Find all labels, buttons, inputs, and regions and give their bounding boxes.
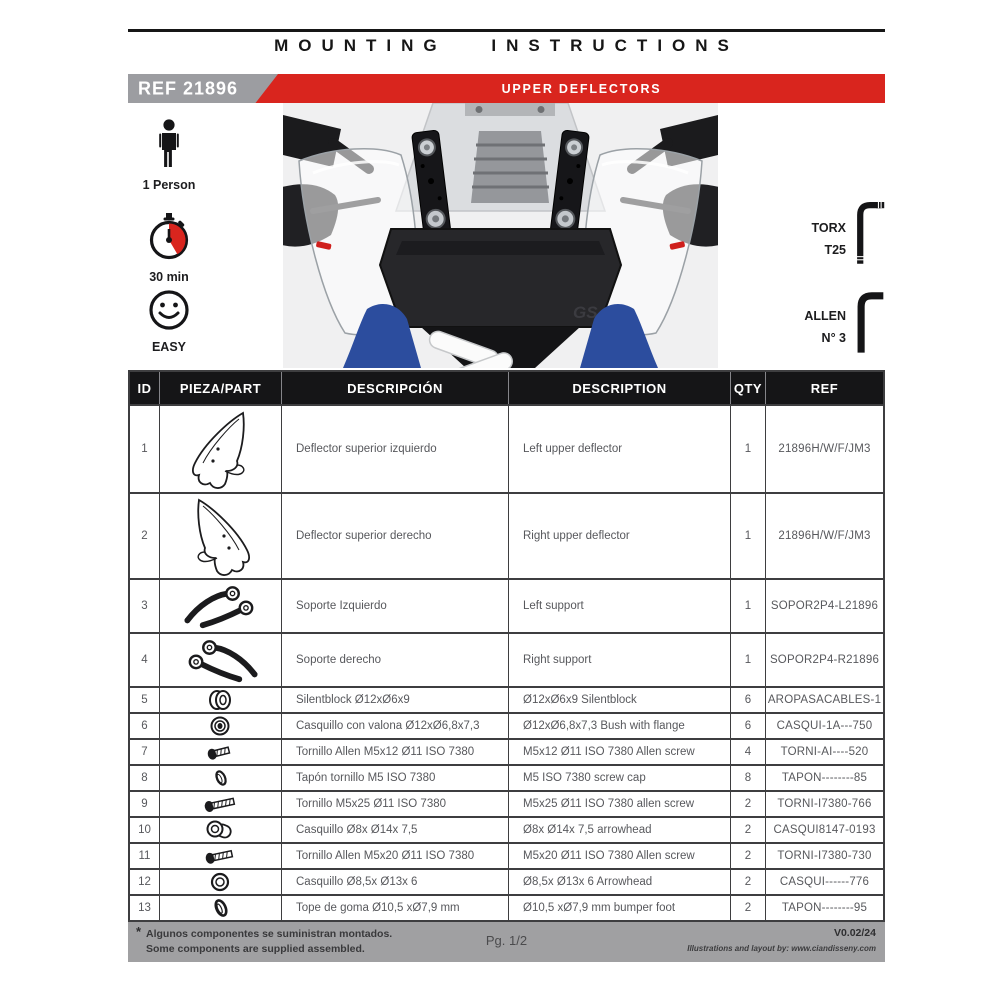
part-description-en: Ø12xØ6x9 Silentblock — [509, 688, 731, 712]
part-description-es: Tornillo Allen M5x20 Ø11 ISO 7380 — [282, 844, 509, 868]
part-id: 2 — [130, 494, 160, 578]
part-ref: CASQUI------776 — [779, 876, 870, 888]
short-screw-icon — [201, 741, 241, 763]
part-id: 6 — [130, 714, 160, 738]
part-description-en: Left support — [509, 580, 731, 632]
part-ref: 21896H/W/F/JM3 — [778, 443, 871, 455]
part-qty: 6 — [731, 714, 766, 738]
tool-torx-name: TORX — [811, 221, 846, 236]
header-qty: QTY — [731, 372, 766, 404]
part-description-en: M5x12 Ø11 ISO 7380 Allen screw — [509, 740, 731, 764]
part-qty: 1 — [731, 406, 766, 492]
part-description-en: Left upper deflector — [509, 406, 731, 492]
part-ref: TAPON--------95 — [781, 902, 868, 914]
part-description-es: Tope de goma Ø10,5 xØ7,9 mm — [282, 896, 509, 920]
parts-table — [128, 370, 885, 922]
tool-allen — [790, 280, 886, 356]
part-id: 3 — [130, 580, 160, 632]
part-id: 9 — [130, 792, 160, 816]
deflector-right-icon — [169, 496, 273, 576]
part-illustration — [160, 634, 282, 686]
part-illustration — [160, 766, 282, 790]
part-description-es: Casquillo Ø8,5x Ø13x 6 — [282, 870, 509, 894]
badge-time-label: 30 min — [149, 270, 189, 284]
part-description-es: Tornillo Allen M5x12 Ø11 ISO 7380 — [282, 740, 509, 764]
footnote-es: Algunos componentes se suministran montados. — [146, 928, 393, 940]
part-description-es: Tapón tornillo M5 ISO 7380 — [282, 766, 509, 790]
table-row — [130, 712, 883, 738]
screw-cap-icon — [201, 767, 241, 789]
part-description-en: Ø10,5 xØ7,9 mm bumper foot — [509, 896, 731, 920]
ring-bush-icon — [201, 871, 241, 893]
table-row — [130, 578, 883, 632]
part-id: 12 — [130, 870, 160, 894]
part-illustration — [160, 870, 282, 894]
parts-table-header — [130, 372, 883, 404]
part-description-es: Soporte Izquierdo — [282, 580, 509, 632]
part-description-es: Silentblock Ø12xØ6x9 — [282, 688, 509, 712]
smiley-icon — [147, 288, 191, 332]
badge-persons — [128, 118, 210, 192]
part-description-es: Deflector superior derecho — [282, 494, 509, 578]
part-id: 4 — [130, 634, 160, 686]
part-id: 10 — [130, 818, 160, 842]
part-qty: 2 — [731, 870, 766, 894]
badge-persons-label: 1 Person — [142, 178, 196, 192]
footnote-en: Some components are supplied assembled. — [146, 943, 365, 956]
part-description-en: Ø8x Ø14x 7,5 arrowhead — [509, 818, 731, 842]
silentblock-icon — [201, 689, 241, 711]
part-description-en: M5 ISO 7380 screw cap — [509, 766, 731, 790]
table-row — [130, 790, 883, 816]
part-id: 1 — [130, 406, 160, 492]
page-number: Pg. 1/2 — [485, 933, 528, 948]
table-row — [130, 404, 883, 492]
part-qty: 1 — [731, 634, 766, 686]
part-qty: 1 — [731, 494, 766, 578]
part-illustration — [160, 792, 282, 816]
part-illustration — [160, 896, 282, 920]
footer-bar — [128, 922, 885, 962]
part-description-es: Soporte derecho — [282, 634, 509, 686]
part-illustration — [160, 818, 282, 842]
long-screw-icon — [201, 793, 241, 815]
part-ref: TORNI-I7380-766 — [777, 798, 872, 810]
deflector-left-icon — [169, 409, 273, 489]
part-description-en: Right upper deflector — [509, 494, 731, 578]
badge-time — [128, 212, 210, 284]
ref-banner — [128, 74, 885, 103]
tool-torx — [790, 192, 886, 268]
part-ref: CASQUI-1A---750 — [776, 720, 873, 732]
table-row — [130, 816, 883, 842]
part-qty: 8 — [731, 766, 766, 790]
part-id: 5 — [130, 688, 160, 712]
table-row — [130, 868, 883, 894]
parts-table-body — [130, 404, 883, 920]
part-illustration — [160, 494, 282, 578]
header-desc-en: DESCRIPTION — [509, 372, 731, 404]
torx-key-icon — [854, 192, 886, 268]
table-row — [130, 632, 883, 686]
part-ref: TORNI-AI----520 — [780, 746, 869, 758]
part-description-en: Right support — [509, 634, 731, 686]
allen-key-icon — [854, 280, 886, 356]
part-ref: AROPASACABLES-1 — [767, 694, 882, 706]
table-row — [130, 686, 883, 712]
header-id: ID — [130, 372, 160, 404]
part-description-es: Deflector superior izquierdo — [282, 406, 509, 492]
part-qty: 1 — [731, 580, 766, 632]
tool-allen-size: N° 3 — [821, 331, 846, 346]
flanged-bush-icon — [201, 715, 241, 737]
table-row — [130, 842, 883, 868]
part-description-es: Tornillo M5x25 Ø11 ISO 7380 — [282, 792, 509, 816]
part-qty: 6 — [731, 688, 766, 712]
credits-label: Illustrations and layout by: www.ciandisseny.com — [687, 944, 876, 953]
product-photo — [283, 103, 718, 368]
table-row — [130, 492, 883, 578]
part-illustration — [160, 844, 282, 868]
header-part: PIEZA/PART — [160, 372, 282, 404]
svg-text:GS: GS — [573, 303, 598, 322]
stopwatch-icon — [146, 212, 192, 262]
part-description-en: Ø12xØ6,8x7,3 Bush with flange — [509, 714, 731, 738]
motorcycle-front-photo — [283, 103, 718, 368]
top-rule — [128, 29, 885, 32]
product-name: UPPER DEFLECTORS — [501, 81, 662, 96]
badge-difficulty-label: EASY — [151, 340, 187, 354]
tool-torx-size: T25 — [824, 243, 846, 258]
part-description-en: M5x25 Ø11 ISO 7380 allen screw — [509, 792, 731, 816]
header-ref: REF — [810, 380, 839, 396]
part-qty: 2 — [731, 896, 766, 920]
part-description-en: M5x20 Ø11 ISO 7380 Allen screw — [509, 844, 731, 868]
table-row — [130, 738, 883, 764]
part-ref: SOPOR2P4-R21896 — [769, 654, 880, 666]
person-icon — [150, 118, 188, 170]
rubber-foot-icon — [201, 897, 241, 919]
version-label: V0.02/24 — [833, 927, 876, 939]
part-description-es: Casquillo con valona Ø12xØ6,8x7,3 — [282, 714, 509, 738]
part-qty: 2 — [731, 844, 766, 868]
badge-difficulty — [128, 288, 210, 354]
part-id: 13 — [130, 896, 160, 920]
part-illustration — [160, 688, 282, 712]
part-description-en: Ø8,5x Ø13x 6 Arrowhead — [509, 870, 731, 894]
part-illustration — [160, 714, 282, 738]
part-ref: TAPON--------85 — [781, 772, 868, 784]
support-left-icon — [177, 582, 265, 630]
footnote-asterisk: * — [136, 924, 142, 939]
tool-allen-name: ALLEN — [804, 309, 846, 324]
part-id: 11 — [130, 844, 160, 868]
part-ref: SOPOR2P4-L21896 — [770, 600, 879, 612]
part-id: 8 — [130, 766, 160, 790]
table-row — [130, 894, 883, 920]
medium-screw-icon — [201, 845, 241, 867]
part-ref: 21896H/W/F/JM3 — [778, 530, 871, 542]
part-qty: 2 — [731, 818, 766, 842]
support-right-icon — [177, 636, 265, 684]
page-title: MOUNTING INSTRUCTIONS — [274, 36, 739, 55]
part-ref: TORNI-I7380-730 — [777, 850, 872, 862]
part-illustration — [160, 740, 282, 764]
header-desc-es: DESCRIPCIÓN — [282, 372, 509, 404]
part-description-es: Casquillo Ø8x Ø14x 7,5 — [282, 818, 509, 842]
part-ref: CASQUI8147-0193 — [773, 824, 876, 836]
part-illustration — [160, 580, 282, 632]
bush-cylinder-icon — [201, 819, 241, 841]
part-qty: 4 — [731, 740, 766, 764]
ref-number: REF 21896 — [138, 78, 239, 98]
part-id: 7 — [130, 740, 160, 764]
part-qty: 2 — [731, 792, 766, 816]
table-row — [130, 764, 883, 790]
part-illustration — [160, 406, 282, 492]
